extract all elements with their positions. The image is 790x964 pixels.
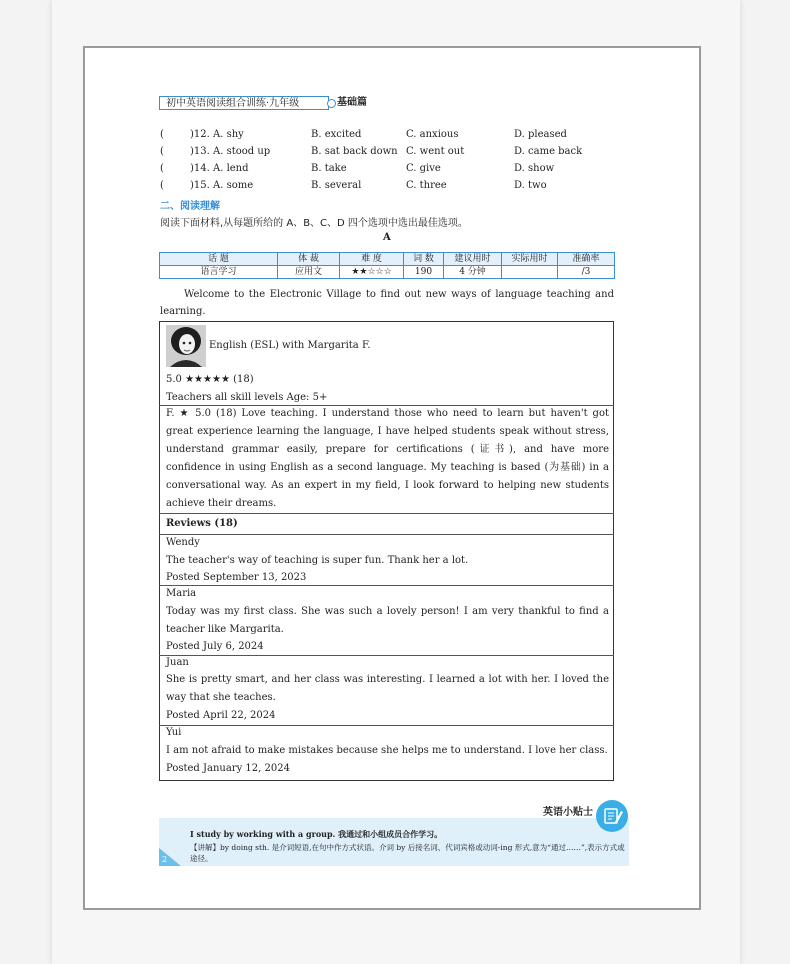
header-dot-icon [327, 99, 336, 108]
info-value [502, 266, 558, 279]
book-level-tag: 基础篇 [337, 97, 367, 108]
info-value: ★★☆☆☆ [340, 266, 404, 279]
teacher-avatar [166, 325, 206, 367]
question-option-c: C. three [406, 180, 447, 191]
info-value: /3 [558, 266, 615, 279]
question-option-b: B. excited [311, 129, 362, 140]
question-option-c: C. give [406, 163, 441, 174]
question-option-c: C. went out [406, 146, 465, 157]
info-value: 语言学习 [160, 266, 278, 279]
question-option-b: B. several [311, 180, 362, 191]
info-header: 实际用时 [502, 253, 558, 266]
review-date: Posted July 6, 2024 [166, 641, 264, 652]
question-paren: ( [160, 180, 164, 191]
review-text: The teacher's way of teaching is super fun. Thank her a lot. [166, 555, 469, 566]
passage-intro: Welcome to the Electronic Village to find out new ways of language teaching and learning. [160, 289, 614, 317]
teacher-name: English (ESL) with Margarita F. [209, 340, 371, 351]
review-date: Posted April 22, 2024 [166, 710, 276, 721]
info-value: 4 分钟 [444, 266, 502, 279]
question-option-b: B. take [311, 163, 347, 174]
question-paren: ( [160, 146, 164, 157]
book-title: 初中英语阅读组合训练·九年级 [159, 96, 329, 110]
review-author: Maria [166, 588, 197, 599]
question-option-d: D. pleased [514, 129, 567, 140]
question-option-a: )13. A. stood up [190, 146, 271, 157]
question-option-a: )14. A. lend [190, 163, 249, 174]
reviews-title: Reviews (18) [166, 518, 238, 529]
review-author: Yui [166, 727, 182, 738]
tip-label: 英语小贴士 [543, 807, 593, 818]
review-author: Juan [166, 657, 189, 668]
question-option-a: )12. A. shy [190, 129, 244, 140]
review-text: She is pretty smart, and her class was interesting. I learned a lot with her. I loved the way that she teaches. [166, 674, 609, 703]
review-author: Wendy [166, 537, 200, 548]
question-option-d: D. two [514, 180, 547, 191]
info-header: 准确率 [558, 253, 615, 266]
teacher-rating: 5.0 ★★★★★ (18) [166, 374, 254, 385]
question-paren: ( [160, 129, 164, 140]
info-header: 建议用时 [444, 253, 502, 266]
info-value: 应用文 [278, 266, 340, 279]
question-option-b: B. sat back down [311, 146, 398, 157]
question-option-c: C. anxious [406, 129, 459, 140]
teacher-bio: F. ★ 5.0 (18) Love teaching. I understand those who need to learn but haven't got great experience learning the language, I have helped students speak without stress, understand grammar easily, prepare for certifications (证书), and have more confidence in using English as a second language. My teaching is based (为基础) in a conversational way. As an expert in my field, I look forward to helping new students achieve their dreams. [166, 408, 609, 509]
tip-sentence: I study by working with a group. 我通过和小组成员合作学习。 [190, 829, 443, 839]
info-header: 话 题 [160, 253, 278, 266]
page-number: 2 [162, 855, 168, 864]
info-header: 体 裁 [278, 253, 340, 266]
info-header: 难 度 [340, 253, 404, 266]
question-paren: ( [160, 163, 164, 174]
info-value: 190 [404, 266, 444, 279]
pencil-note-icon [596, 800, 628, 832]
section-instruction: 阅读下面材料,从每题所给的 A、B、C、D 四个选项中选出最佳选项。 [160, 218, 468, 229]
passage-label: A [383, 232, 391, 243]
review-date: Posted September 13, 2023 [166, 572, 307, 583]
question-option-d: D. show [514, 163, 555, 174]
review-date: Posted January 12, 2024 [166, 763, 290, 774]
tip-explanation: 【讲解】by doing sth. 是介词短语,在句中作方式状语。介词 by 后接名词、代词宾格或动词-ing 形式,意为“通过……”,表示方式或途径。 [190, 843, 625, 863]
review-text: Today was my first class. She was such a lovely person! I am very thankful to find a teacher like Margarita. [166, 606, 609, 635]
review-text: I am not afraid to make mistakes because she helps me to understand. I love her class. [166, 745, 608, 756]
question-option-d: D. came back [514, 146, 583, 157]
question-option-a: )15. A. some [190, 180, 254, 191]
teacher-levels: Teachers all skill levels Age: 5+ [166, 392, 328, 403]
section-title: 二、阅读理解 [160, 201, 220, 212]
passage-info-table [159, 252, 615, 279]
info-header: 词 数 [404, 253, 444, 266]
